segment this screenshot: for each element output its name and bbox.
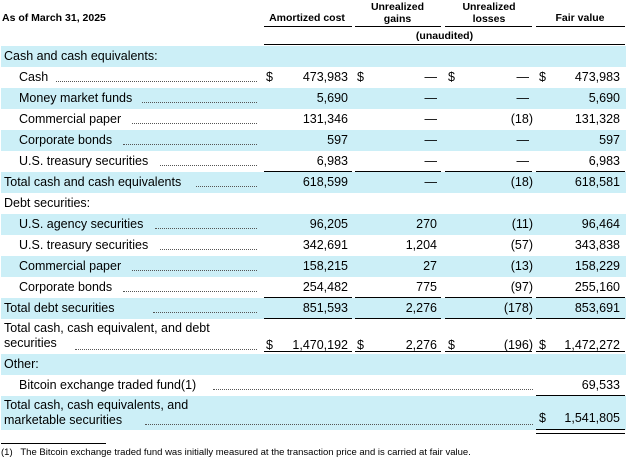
- cell-amortized-cost: 342,691: [302, 238, 348, 252]
- section-cash-heading: [1, 46, 626, 67]
- header-unrealized-gains: [355, 1, 440, 25]
- table-row-us-treasury-securities-debt: [1, 235, 626, 256]
- dollar-sign: $: [539, 338, 546, 352]
- cell-amortized-cost: 851,593: [302, 301, 348, 315]
- header-rule-unaudited: [264, 44, 625, 45]
- cell-unrealized-losses: —: [516, 91, 529, 105]
- cell-unrealized-gains: —: [424, 112, 437, 126]
- dollar-sign: $: [357, 338, 364, 352]
- dollar-sign: $: [539, 411, 546, 425]
- header-rule-fair: [536, 26, 625, 27]
- cell-fair-value: 1,472,272: [564, 338, 620, 352]
- section-label: Debt securities:: [4, 196, 91, 210]
- leader-dots: [123, 144, 257, 145]
- header-unrealized-losses: [446, 1, 532, 25]
- header-as-of: As of March 31, 2025: [2, 12, 106, 24]
- cell-unrealized-losses: (13): [510, 259, 533, 273]
- cell-unrealized-losses: (178): [503, 301, 533, 315]
- cell-fair-value: 853,691: [574, 301, 620, 315]
- table-row-commercial-paper: [1, 109, 626, 130]
- cell-fair-value: 5,690: [588, 91, 620, 105]
- row-label: Commercial paper: [19, 112, 122, 126]
- table-row-commercial-paper-debt: [1, 256, 626, 277]
- dollar-sign: $: [357, 70, 364, 84]
- cell-fair-value: 343,838: [574, 238, 620, 252]
- cell-unrealized-gains: 2,276: [405, 338, 437, 352]
- table-row-us-agency-securities: [1, 214, 626, 235]
- row-label: U.S. treasury securities: [19, 238, 149, 252]
- cell-unrealized-losses: —: [516, 133, 529, 147]
- header-unrealized-gains-line1: Unrealized: [370, 1, 425, 13]
- cell-unrealized-losses: (196): [503, 338, 533, 352]
- header-rule-cost: [264, 26, 352, 27]
- cell-amortized-cost: 158,215: [302, 259, 348, 273]
- cell-fair-value: 1,541,805: [564, 411, 620, 425]
- leader-dots: [155, 228, 257, 229]
- section-label: Cash and cash equivalents:: [4, 49, 158, 63]
- dollar-sign: $: [266, 70, 273, 84]
- leader-dots: [196, 186, 257, 187]
- row-label-line1: Total cash, cash equivalents, and: [4, 398, 189, 412]
- row-label: U.S. agency securities: [19, 217, 144, 231]
- cell-unrealized-losses: —: [516, 70, 529, 84]
- leader-dots: [160, 165, 257, 166]
- row-label: Corporate bonds: [19, 133, 113, 147]
- header-rule-losses: [445, 26, 532, 27]
- cell-fair-value: 597: [599, 133, 620, 147]
- row-label: Money market funds: [19, 91, 133, 105]
- leader-dots: [75, 349, 257, 350]
- cell-unrealized-gains: 1,204: [405, 238, 437, 252]
- header-rule-gains: [355, 26, 441, 27]
- cell-amortized-cost: 5,690: [316, 91, 348, 105]
- cell-unrealized-losses: (18): [510, 175, 533, 189]
- row-label: [4, 321, 210, 351]
- cell-fair-value: 255,160: [574, 280, 620, 294]
- row-label: U.S. treasury securities: [19, 154, 149, 168]
- header-unrealized-gains-line2: gains: [383, 13, 412, 25]
- cell-fair-value: 158,229: [574, 259, 620, 273]
- row-label-line1: Total cash, cash equivalent, and debt: [4, 321, 210, 335]
- table-row-total-cash: [1, 172, 626, 193]
- header-unrealized-losses-line1: Unrealized: [462, 1, 516, 13]
- cell-unrealized-losses: (97): [510, 280, 533, 294]
- cell-unrealized-gains: 270: [416, 217, 437, 231]
- cell-unrealized-losses: (57): [510, 238, 533, 252]
- cell-unrealized-losses: (11): [511, 217, 533, 231]
- row-label-line2: securities: [4, 336, 57, 350]
- header-amortized-cost: Amortized cost: [269, 12, 345, 24]
- cell-amortized-cost: 473,983: [302, 70, 348, 84]
- table-row-total-debt: [1, 298, 626, 319]
- table-row-corporate-bonds-debt: [1, 277, 626, 298]
- leader-dots: [153, 312, 257, 313]
- section-label: Other:: [4, 357, 39, 371]
- dollar-sign: $: [448, 70, 455, 84]
- table-row-money-market-funds: [1, 88, 626, 109]
- cell-fair-value: 618,581: [574, 175, 620, 189]
- cell-amortized-cost: 597: [327, 133, 348, 147]
- table-row-corporate-bonds: [1, 130, 626, 151]
- total-double-rule: [536, 429, 625, 434]
- table-row-cash: [1, 67, 626, 88]
- cell-fair-value: 69,533: [581, 378, 620, 392]
- cell-unrealized-gains: —: [424, 133, 437, 147]
- section-other-heading: [1, 354, 626, 375]
- cell-fair-value: 96,464: [581, 217, 620, 231]
- header-unrealized-losses-line2: losses: [472, 13, 506, 25]
- dollar-sign: $: [539, 70, 546, 84]
- table-row-us-treasury-securities: [1, 151, 626, 172]
- table-row-grand-total: [1, 396, 626, 430]
- row-label-line2: marketable securities: [4, 413, 123, 427]
- cell-unrealized-gains: 2,276: [405, 301, 437, 315]
- footnote: (1) The Bitcoin exchange traded fund was initially measured at the transaction price and is carried at fair value.: [1, 447, 471, 458]
- cell-unrealized-gains: 775: [416, 280, 437, 294]
- cell-unrealized-gains: —: [424, 91, 437, 105]
- cell-unrealized-losses: (18): [510, 112, 533, 126]
- row-label: Total debt securities: [4, 301, 115, 315]
- leader-dots: [132, 270, 257, 271]
- cell-unrealized-losses: —: [516, 154, 529, 168]
- header-unaudited: (unaudited): [415, 30, 474, 42]
- cell-amortized-cost: 96,205: [309, 217, 348, 231]
- dollar-sign: $: [448, 338, 455, 352]
- row-label: Corporate bonds: [19, 280, 113, 294]
- cell-unrealized-gains: —: [424, 175, 437, 189]
- cell-amortized-cost: 131,346: [302, 112, 348, 126]
- header-fair-value: Fair value: [555, 12, 605, 24]
- row-label: Total cash and cash equivalents: [4, 175, 182, 189]
- leader-dots: [160, 249, 257, 250]
- leader-dots: [142, 102, 257, 103]
- leader-dots: [145, 424, 533, 425]
- cell-amortized-cost: 618,599: [302, 175, 348, 189]
- cell-amortized-cost: 254,482: [302, 280, 348, 294]
- leader-dots: [132, 123, 257, 124]
- cell-unrealized-gains: —: [424, 154, 437, 168]
- cell-fair-value: 6,983: [588, 154, 620, 168]
- cell-fair-value: 473,983: [574, 70, 620, 84]
- section-debt-heading: [1, 193, 626, 214]
- cell-fair-value: 131,328: [574, 112, 620, 126]
- row-label: Bitcoin exchange traded fund(1): [19, 378, 197, 392]
- cell-amortized-cost: 6,983: [316, 154, 348, 168]
- cell-amortized-cost: 1,470,192: [292, 338, 348, 352]
- leader-dots: [123, 291, 257, 292]
- row-label: Cash: [19, 70, 49, 84]
- leader-dots: [56, 81, 257, 82]
- row-label: Commercial paper: [19, 259, 122, 273]
- table-row-bitcoin-etf: [1, 375, 626, 396]
- cell-unrealized-gains: 27: [423, 259, 437, 273]
- dollar-sign: $: [266, 338, 273, 352]
- cell-unrealized-gains: —: [424, 70, 437, 84]
- footnote-rule: [1, 443, 106, 444]
- leader-dots: [213, 389, 533, 390]
